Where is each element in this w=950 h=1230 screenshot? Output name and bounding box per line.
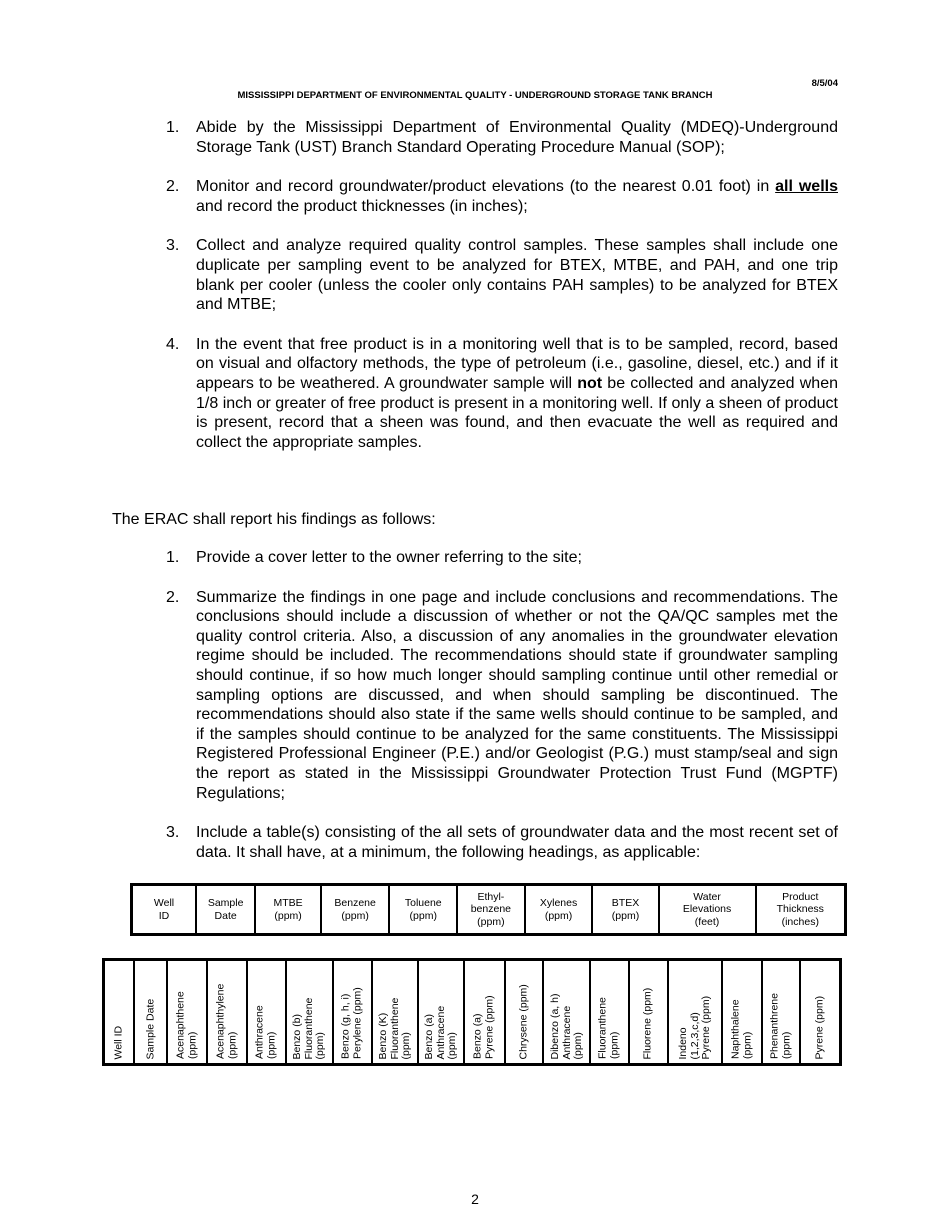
list-number: 2. bbox=[166, 588, 180, 606]
header-text: Xylenes bbox=[539, 897, 578, 909]
header-text: Ethyl- bbox=[477, 890, 505, 903]
header-text: Phenanthrene bbox=[768, 993, 781, 1059]
table-header-cell bbox=[762, 960, 800, 1065]
header-text: Anthracene bbox=[434, 1005, 447, 1059]
rotated-header bbox=[730, 999, 753, 1059]
table-header-cell bbox=[525, 885, 593, 935]
table-header-cell bbox=[255, 885, 321, 935]
rotated-header bbox=[598, 997, 621, 1059]
header-text: Benzo (g, h, i) bbox=[339, 993, 352, 1059]
header-text: Toluene bbox=[404, 897, 442, 909]
rotated-header bbox=[814, 995, 826, 1059]
list-number: 1. bbox=[166, 549, 180, 566]
rotated-header bbox=[341, 987, 364, 1059]
emphasis-text: all wells bbox=[775, 178, 838, 196]
list-item-text: Monitor and record groundwater/product elevations (to the nearest 0.01 foot) in bbox=[196, 178, 776, 196]
header-text: (ppm) bbox=[274, 909, 302, 922]
header-text: Fluorene (ppm) bbox=[641, 987, 654, 1059]
header-text: (inches) bbox=[781, 915, 819, 928]
table-header-cell bbox=[756, 885, 846, 935]
header-text: Dibenzo (a, h) bbox=[548, 993, 561, 1059]
header-text: Chrysene (ppm) bbox=[517, 983, 530, 1059]
list-number: 3. bbox=[166, 824, 180, 842]
header-text: Perylene (ppm) bbox=[351, 987, 364, 1059]
header-text: (ppm) bbox=[611, 909, 640, 922]
header-text: Fluoranthene bbox=[388, 997, 401, 1059]
header-text: Benzo (K) bbox=[377, 1012, 390, 1059]
table-header-cell bbox=[668, 960, 722, 1065]
rotated-header bbox=[473, 995, 496, 1059]
header-text: Pyrene (ppm) bbox=[483, 995, 496, 1059]
rotated-header bbox=[292, 997, 327, 1059]
rotated-header bbox=[549, 993, 584, 1059]
list-item bbox=[166, 823, 838, 862]
table-header-cell bbox=[457, 885, 525, 935]
table-header-cell bbox=[800, 960, 841, 1065]
header-text: (ppm) bbox=[571, 1031, 584, 1059]
groundwater-data-table bbox=[130, 883, 847, 936]
list-item-text: Abide by the Mississippi Department of Environmental Quality (MDEQ)-Underground Storage Tank (UST) Branch Standard Operating Procedure Manual (SOP); bbox=[196, 119, 838, 156]
header-text: BTEX bbox=[611, 897, 640, 909]
header-text: (ppm) bbox=[409, 909, 437, 922]
header-text: (ppm) bbox=[341, 909, 369, 922]
header-text: (ppm) bbox=[445, 1031, 458, 1059]
list-item-text: Summarize the findings in one page and include conclusions and recommendations. The conclusions should include a discussion of whether or not the QA/QC samples met the quality control criteria. Also, a discussion of any anomalies in the groundwater elevation regime should be included. The recommendations should state if groundwater sampling should continue, if so how much longer should sampling continue until other remedial or sampling options are discussed, and when should sampling be discontinued. The recommendations should also state if the same wells should continue to be sampled, and if the samples should continue to be analyzed for the same constituents. The Mississippi Registered Professional Engineer (P.E.) and/or Geologist (P.G.) must stamp/seal and sign the report as stated in the Mississippi Groundwater Protection Trust Fund (MGPTF) Regulations; bbox=[196, 588, 838, 802]
header-text: Naphthalene bbox=[729, 999, 742, 1059]
header-text: Acenaphthene bbox=[174, 991, 187, 1059]
document-header bbox=[0, 90, 950, 101]
header-text: Acenaphthylene bbox=[214, 983, 227, 1059]
list-item-text: Collect and analyze required quality control samples. These samples shall include one duplicate per sampling event to be analyzed for BTEX, MTBE, and PAH, and one trip blank per cooler (unless the cooler only contains PAH samples) to be analyzed for BTEX and MTBE; bbox=[196, 237, 838, 314]
header-text: Benzo (a) bbox=[471, 1013, 484, 1059]
header-text: Indeno bbox=[676, 1026, 689, 1059]
list-number: 3. bbox=[166, 237, 180, 255]
header-text: (ppm) bbox=[400, 1031, 413, 1059]
header-text: ID bbox=[158, 909, 170, 922]
header-text: (ppm) bbox=[779, 1031, 792, 1059]
table-header-cell bbox=[629, 960, 668, 1065]
header-text: Sample bbox=[207, 897, 244, 909]
header-text: Sample Date bbox=[143, 998, 156, 1059]
header-text: (ppm) bbox=[544, 909, 573, 922]
list-item-text: In the event that free product is in a monitoring well that is to be sampled, record, based on visual and olfactory methods, the type of petroleum (i.e., gasoline, diesel, etc.) and if it appears to be weathered. A groundwater sample will bbox=[196, 335, 838, 392]
rotated-header bbox=[215, 984, 238, 1059]
header-text: Anthracene bbox=[253, 1005, 266, 1059]
table-header-cell bbox=[207, 960, 247, 1065]
list-item bbox=[166, 548, 838, 568]
table-header-cell bbox=[196, 885, 255, 935]
header-text: (ppm) bbox=[477, 915, 505, 928]
rotated-header bbox=[677, 995, 712, 1059]
table-header-cell bbox=[247, 960, 286, 1065]
header-text: Benzene bbox=[334, 897, 376, 909]
rotated-header bbox=[175, 991, 198, 1059]
list-item-text: Provide a cover letter to the owner referring to the site; bbox=[196, 549, 582, 566]
findings-list bbox=[166, 548, 838, 862]
header-text: Anthracene bbox=[559, 1005, 572, 1059]
header-text: (ppm) bbox=[185, 1031, 198, 1059]
rotated-header bbox=[145, 998, 157, 1059]
header-text: (ppm) bbox=[265, 1031, 278, 1059]
list-item-text: be collected and analyzed when 1/8 inch or greater of free product is present in a monitoring well. If only a sheen of product is present, record that a sheen was found, and then evacuate the well as required and collect the appropriate samples. bbox=[196, 374, 838, 451]
rotated-header bbox=[769, 993, 792, 1059]
table-header-cell bbox=[418, 960, 464, 1065]
header-text: Elevations bbox=[682, 903, 732, 916]
header-text: Benzo (b) bbox=[290, 1013, 303, 1059]
header-text: Water bbox=[693, 890, 721, 903]
header-text: (ppm) bbox=[225, 1031, 238, 1059]
page-number: 2 bbox=[471, 1191, 479, 1207]
header-text: Date bbox=[214, 909, 237, 922]
header-text: Fluoranthene bbox=[596, 997, 609, 1059]
table-header-cell bbox=[590, 960, 628, 1065]
rotated-header bbox=[424, 1005, 459, 1059]
table-header-cell bbox=[333, 960, 373, 1065]
header-text: (ppm) bbox=[313, 1031, 326, 1059]
list-item bbox=[166, 588, 838, 804]
list-number: 1. bbox=[166, 119, 180, 136]
header-text: Thickness bbox=[776, 903, 824, 916]
header-text: Product bbox=[782, 890, 819, 903]
table-header-cell bbox=[134, 960, 166, 1065]
list-item bbox=[166, 177, 838, 216]
table-header-cell bbox=[132, 885, 197, 935]
table-header-cell bbox=[104, 960, 135, 1065]
header-text: Well ID bbox=[112, 1025, 125, 1059]
header-title: MISSISSIPPI DEPARTMENT OF ENVIRONMENTAL QUALITY - UNDERGROUND STORAGE TANK BRANCH bbox=[237, 90, 713, 101]
table-header-row bbox=[104, 960, 841, 1065]
rotated-header bbox=[113, 1025, 125, 1059]
table-header-row bbox=[132, 885, 846, 935]
list-item bbox=[166, 236, 838, 314]
pah-data-table bbox=[102, 958, 842, 1066]
rotated-header bbox=[642, 987, 654, 1059]
table-header-cell bbox=[372, 960, 418, 1065]
table-header-cell bbox=[464, 960, 505, 1065]
list-item bbox=[166, 335, 838, 453]
table-header-cell bbox=[659, 885, 756, 935]
emphasis-text: not bbox=[577, 374, 603, 392]
table-header-cell bbox=[722, 960, 762, 1065]
header-text: (ppm) bbox=[740, 1031, 753, 1059]
table-header-cell bbox=[389, 885, 457, 935]
header-text: MTBE bbox=[273, 897, 303, 909]
table-header-cell bbox=[592, 885, 658, 935]
header-text: Pyrene (ppm) bbox=[813, 995, 826, 1059]
header-text: Benzo (a) bbox=[422, 1013, 435, 1059]
header-text: benzene bbox=[470, 903, 512, 916]
header-text: Pyrene (ppm) bbox=[699, 995, 712, 1059]
findings-intro: The ERAC shall report his findings as follows: bbox=[112, 511, 436, 528]
list-item-text: Include a table(s) consisting of the all sets of groundwater data and the most recent set of data. It shall have, at a minimum, the following headings, as applicable: bbox=[196, 824, 838, 861]
list-number: 2. bbox=[166, 178, 180, 196]
requirements-list bbox=[166, 118, 838, 452]
list-item bbox=[166, 118, 838, 157]
table-header-cell bbox=[321, 885, 390, 935]
rotated-header bbox=[378, 997, 413, 1059]
table-header-cell bbox=[286, 960, 333, 1065]
header-text: Well bbox=[153, 897, 175, 909]
header-text: (feet) bbox=[694, 915, 720, 928]
header-text: (ppm) bbox=[608, 1031, 621, 1059]
table-header-cell bbox=[505, 960, 543, 1065]
table-header-cell bbox=[543, 960, 591, 1065]
rotated-header bbox=[255, 1005, 278, 1059]
header-text: (1,2,3,c,d) bbox=[687, 1011, 700, 1059]
list-item-text: and record the product thicknesses (in inches); bbox=[196, 197, 528, 215]
list-number: 4. bbox=[166, 335, 180, 353]
table-header-cell bbox=[167, 960, 207, 1065]
rotated-header bbox=[518, 984, 530, 1059]
document-date: 8/5/04 bbox=[811, 78, 838, 89]
header-text: Fluoranthene bbox=[302, 997, 315, 1059]
